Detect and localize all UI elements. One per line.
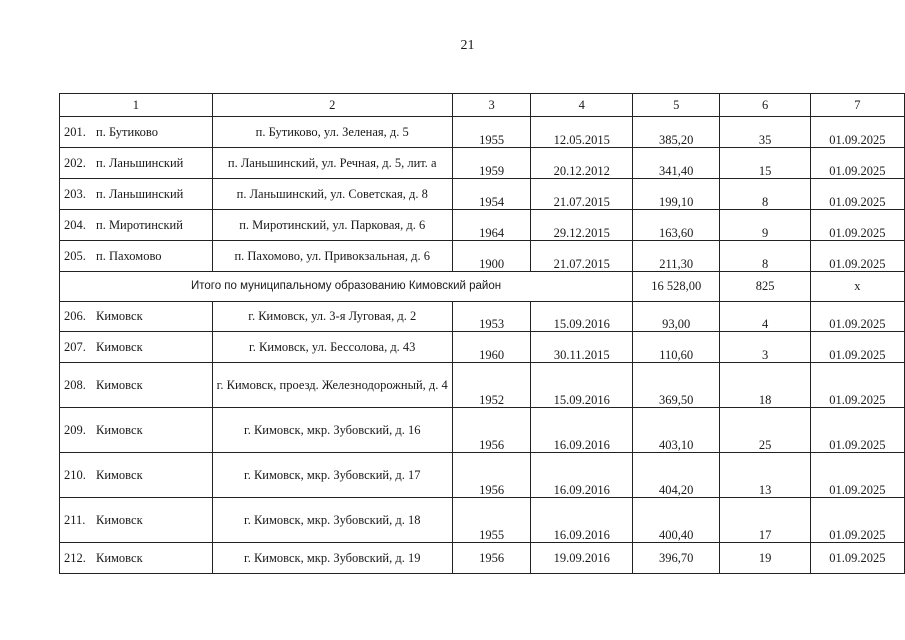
date-cell: 20.12.2012 — [531, 148, 633, 179]
address-cell: г. Кимовск, мкр. Зубовский, д. 16 — [212, 408, 452, 453]
count-cell: 13 — [720, 453, 811, 498]
col-header: 7 — [810, 94, 904, 117]
count-cell: 15 — [720, 148, 811, 179]
date-cell: 30.11.2015 — [531, 332, 633, 363]
area-cell: 369,50 — [633, 363, 720, 408]
row-number: 210. — [64, 467, 86, 482]
area-cell: 341,40 — [633, 148, 720, 179]
year-cell: 1956 — [452, 408, 531, 453]
area-cell: 385,20 — [633, 117, 720, 148]
row-number: 202. — [64, 155, 86, 170]
settlement-name: п. Ланьшинский — [96, 186, 184, 201]
table-row — [60, 453, 905, 498]
settlement-name: п. Бутиково — [96, 124, 158, 139]
area-cell: 211,30 — [633, 241, 720, 272]
count-cell: 9 — [720, 210, 811, 241]
year-cell: 1954 — [452, 179, 531, 210]
address-cell: п. Бутиково, ул. Зеленая, д. 5 — [212, 117, 452, 148]
address-cell: г. Кимовск, мкр. Зубовский, д. 18 — [212, 498, 452, 543]
area-cell: 199,10 — [633, 179, 720, 210]
total-label: Итого по муниципальному образованию Кимовский район — [60, 272, 633, 302]
count-cell: 25 — [720, 408, 811, 453]
col-header: 4 — [531, 94, 633, 117]
date-cell: 12.05.2015 — [531, 117, 633, 148]
col-header: 2 — [212, 94, 452, 117]
count-cell: 19 — [720, 543, 811, 574]
deadline-cell: 01.09.2025 — [810, 148, 904, 179]
count-cell: 8 — [720, 241, 811, 272]
col-header: 5 — [633, 94, 720, 117]
table-row — [60, 117, 905, 148]
settlement-name: Кимовск — [96, 377, 143, 392]
deadline-cell: 01.09.2025 — [810, 408, 904, 453]
area-cell: 396,70 — [633, 543, 720, 574]
year-cell: 1953 — [452, 302, 531, 332]
row-number: 205. — [64, 248, 86, 263]
year-cell: 1955 — [452, 117, 531, 148]
area-cell: 93,00 — [633, 302, 720, 332]
deadline-cell: 01.09.2025 — [810, 498, 904, 543]
count-cell: 18 — [720, 363, 811, 408]
deadline-cell: 01.09.2025 — [810, 543, 904, 574]
address-cell: п. Пахомово, ул. Привокзальная, д. 6 — [212, 241, 452, 272]
row-number: 201. — [64, 124, 86, 139]
settlement-name: п. Пахомово — [96, 248, 162, 263]
settlement-cell — [60, 408, 213, 453]
settlement-name: Кимовск — [96, 512, 143, 527]
settlement-name: Кимовск — [96, 309, 143, 324]
settlement-name: Кимовск — [96, 467, 143, 482]
area-cell: 110,60 — [633, 332, 720, 363]
address-cell: п. Миротинский, ул. Парковая, д. 6 — [212, 210, 452, 241]
address-cell: г. Кимовск, мкр. Зубовский, д. 19 — [212, 543, 452, 574]
row-number: 206. — [64, 309, 86, 324]
deadline-cell: 01.09.2025 — [810, 363, 904, 408]
total-row — [60, 272, 905, 302]
address-cell: п. Ланьшинский, ул. Советская, д. 8 — [212, 179, 452, 210]
settlement-name: Кимовск — [96, 339, 143, 354]
count-cell: 4 — [720, 302, 811, 332]
page-number: 21 — [460, 38, 475, 53]
total-count: 825 — [720, 272, 811, 302]
row-number: 209. — [64, 422, 86, 437]
date-cell: 16.09.2016 — [531, 408, 633, 453]
settlement-cell — [60, 498, 213, 543]
table-row — [60, 148, 905, 179]
deadline-cell: 01.09.2025 — [810, 332, 904, 363]
deadline-cell: 01.09.2025 — [810, 241, 904, 272]
settlement-cell — [60, 179, 213, 210]
col-header: 6 — [720, 94, 811, 117]
year-cell: 1959 — [452, 148, 531, 179]
count-cell: 17 — [720, 498, 811, 543]
date-cell: 16.09.2016 — [531, 498, 633, 543]
date-cell: 19.09.2016 — [531, 543, 633, 574]
row-number: 212. — [64, 550, 86, 565]
header-row — [60, 94, 905, 117]
table-row — [60, 302, 905, 332]
deadline-cell: 01.09.2025 — [810, 179, 904, 210]
row-number: 204. — [64, 217, 86, 232]
housing-registry-table — [59, 93, 905, 574]
date-cell: 16.09.2016 — [531, 453, 633, 498]
count-cell: 3 — [720, 332, 811, 363]
year-cell: 1952 — [452, 363, 531, 408]
row-number: 207. — [64, 339, 86, 354]
date-cell: 29.12.2015 — [531, 210, 633, 241]
settlement-cell — [60, 332, 213, 363]
settlement-cell — [60, 543, 213, 574]
year-cell: 1956 — [452, 543, 531, 574]
settlement-cell — [60, 241, 213, 272]
date-cell: 21.07.2015 — [531, 241, 633, 272]
area-cell: 163,60 — [633, 210, 720, 241]
table-row — [60, 408, 905, 453]
settlement-name: Кимовск — [96, 550, 143, 565]
date-cell: 15.09.2016 — [531, 302, 633, 332]
settlement-cell — [60, 117, 213, 148]
settlement-cell — [60, 363, 213, 408]
row-number: 208. — [64, 377, 86, 392]
area-cell: 404,20 — [633, 453, 720, 498]
address-cell: г. Кимовск, мкр. Зубовский, д. 17 — [212, 453, 452, 498]
area-cell: 400,40 — [633, 498, 720, 543]
row-number: 211. — [64, 512, 86, 527]
date-cell: 15.09.2016 — [531, 363, 633, 408]
deadline-cell: 01.09.2025 — [810, 302, 904, 332]
settlement-name: п. Ланьшинский — [96, 155, 184, 170]
address-cell: п. Ланьшинский, ул. Речная, д. 5, лит. а — [212, 148, 452, 179]
settlement-name: Кимовск — [96, 422, 143, 437]
settlement-cell — [60, 302, 213, 332]
year-cell: 1964 — [452, 210, 531, 241]
deadline-cell: 01.09.2025 — [810, 453, 904, 498]
col-header: 1 — [60, 94, 213, 117]
col-header: 3 — [452, 94, 531, 117]
table-row — [60, 498, 905, 543]
year-cell: 1900 — [452, 241, 531, 272]
count-cell: 8 — [720, 179, 811, 210]
total-area: 16 528,00 — [633, 272, 720, 302]
table-row — [60, 543, 905, 574]
address-cell: г. Кимовск, проезд. Железнодорожный, д. 4 — [212, 363, 452, 408]
deadline-cell: 01.09.2025 — [810, 210, 904, 241]
settlement-cell — [60, 210, 213, 241]
total-deadline: х — [810, 272, 904, 302]
settlement-name: п. Миротинский — [96, 217, 183, 232]
address-cell: г. Кимовск, ул. Бессолова, д. 43 — [212, 332, 452, 363]
table-row — [60, 210, 905, 241]
settlement-cell — [60, 148, 213, 179]
area-cell: 403,10 — [633, 408, 720, 453]
table-row — [60, 241, 905, 272]
table-row — [60, 332, 905, 363]
address-cell: г. Кимовск, ул. 3-я Луговая, д. 2 — [212, 302, 452, 332]
year-cell: 1955 — [452, 498, 531, 543]
row-number: 203. — [64, 186, 86, 201]
settlement-cell — [60, 453, 213, 498]
deadline-cell: 01.09.2025 — [810, 117, 904, 148]
count-cell: 35 — [720, 117, 811, 148]
year-cell: 1960 — [452, 332, 531, 363]
year-cell: 1956 — [452, 453, 531, 498]
table-row — [60, 363, 905, 408]
date-cell: 21.07.2015 — [531, 179, 633, 210]
table-row — [60, 179, 905, 210]
